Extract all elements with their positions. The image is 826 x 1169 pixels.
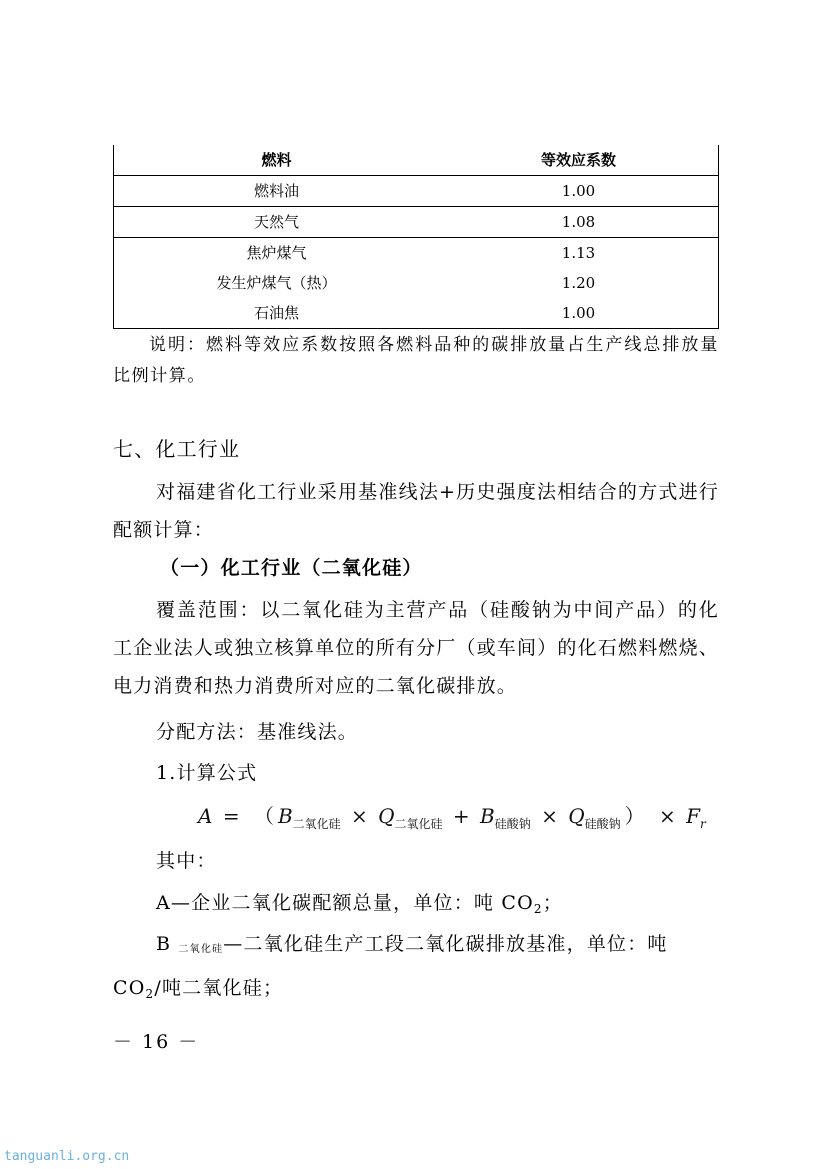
formula-b2: B	[480, 804, 495, 828]
formula-times2: ×	[541, 804, 558, 828]
definition-b-lead: B	[156, 933, 172, 955]
table-header-coefficient: 等效应系数	[439, 145, 718, 176]
table-cell-value: 1.00	[439, 176, 718, 207]
table-cell-value: 1.00	[561, 304, 596, 322]
definition-a	[113, 884, 719, 928]
table-cell-fuel: 天然气	[114, 207, 439, 238]
table-row	[114, 238, 718, 269]
allocation-formula	[198, 800, 718, 829]
table-cell-value: 1.20	[561, 274, 596, 292]
table-cell-value: 1.13	[561, 244, 596, 262]
formula-equals: =	[222, 804, 240, 828]
table-note: 说明：燃料等效应系数按照各燃料品种的碳排放量占生产线总排放量比例计算。	[113, 335, 719, 386]
fuel-coefficient-table	[113, 145, 719, 329]
table-row	[114, 268, 718, 298]
where-label: 其中：	[156, 850, 217, 872]
table-cell-fuel: 石油焦	[253, 304, 299, 322]
formula-plus: +	[452, 804, 470, 828]
section-title: 七、化工行业	[113, 437, 241, 461]
page-number: － 16 －	[113, 1031, 200, 1053]
formula-sub-sio2-q: 二氧化硅	[394, 817, 443, 831]
table-cell-value: 1.08	[439, 207, 718, 238]
table-cell-fuel: 发生炉煤气（热）	[216, 274, 337, 292]
formula-times: ×	[351, 804, 368, 828]
table-row	[114, 207, 718, 238]
formula-f: F	[686, 804, 701, 828]
formula-open-paren: （	[253, 804, 274, 828]
intro-paragraph: 对福建省化工行业采用基准线法+历史强度法相结合的方式进行配额计算：	[113, 481, 719, 541]
definition-b-sub: 二氧化硅	[178, 944, 224, 955]
coverage-paragraph: 覆盖范围：以二氧化硅为主营产品（硅酸钠为中间产品）的化工企业法人或独立核算单位的所有分厂（或车间）的化石燃料燃烧、电力消费和热力消费所对应的二氧化碳排放。	[113, 599, 720, 697]
formula-sub-na-q: 硅酸钠	[584, 817, 621, 831]
watermark: tanguanli.org.cn	[4, 1149, 130, 1164]
formula-close-paren: ）	[624, 804, 645, 828]
definition-a-sub: 2	[533, 902, 543, 916]
formula-q: Q	[378, 804, 395, 828]
formula-heading: 1.计算公式	[156, 762, 258, 784]
definition-a-end: ；	[542, 892, 563, 914]
definition-b-text: —二氧化硅生产工段二氧化碳排放基准，单位：吨	[223, 933, 668, 955]
formula-q2: Q	[568, 804, 585, 828]
formula-sub-sio2: 二氧化硅	[292, 817, 341, 831]
formula-times3: ×	[659, 804, 676, 828]
table-row	[114, 176, 718, 207]
formula-b: B	[277, 804, 293, 828]
table-cell-fuel: 焦炉煤气	[246, 244, 307, 262]
table-row	[114, 298, 718, 328]
formula-lhs: A	[198, 804, 213, 828]
formula-sub-na: 硅酸钠	[494, 817, 531, 831]
definition-b-line2-b: /吨二氧化硅；	[154, 977, 284, 999]
table-cell-fuel: 燃料油	[114, 176, 439, 207]
definition-b-line2-sub: 2	[145, 987, 155, 1001]
method-paragraph: 分配方法：基准线法。	[156, 721, 359, 743]
formula-f-sub: r	[700, 817, 706, 831]
definition-b	[113, 925, 719, 1013]
table-header-row	[114, 145, 718, 176]
table-header-fuel: 燃料	[114, 145, 439, 176]
definition-a-text: A—企业二氧化碳配额总量，单位：吨 CO	[156, 892, 534, 914]
definition-b-line2-a: CO	[113, 977, 146, 999]
subsection-title: （一）化工行业（二氧化硅）	[160, 557, 423, 579]
